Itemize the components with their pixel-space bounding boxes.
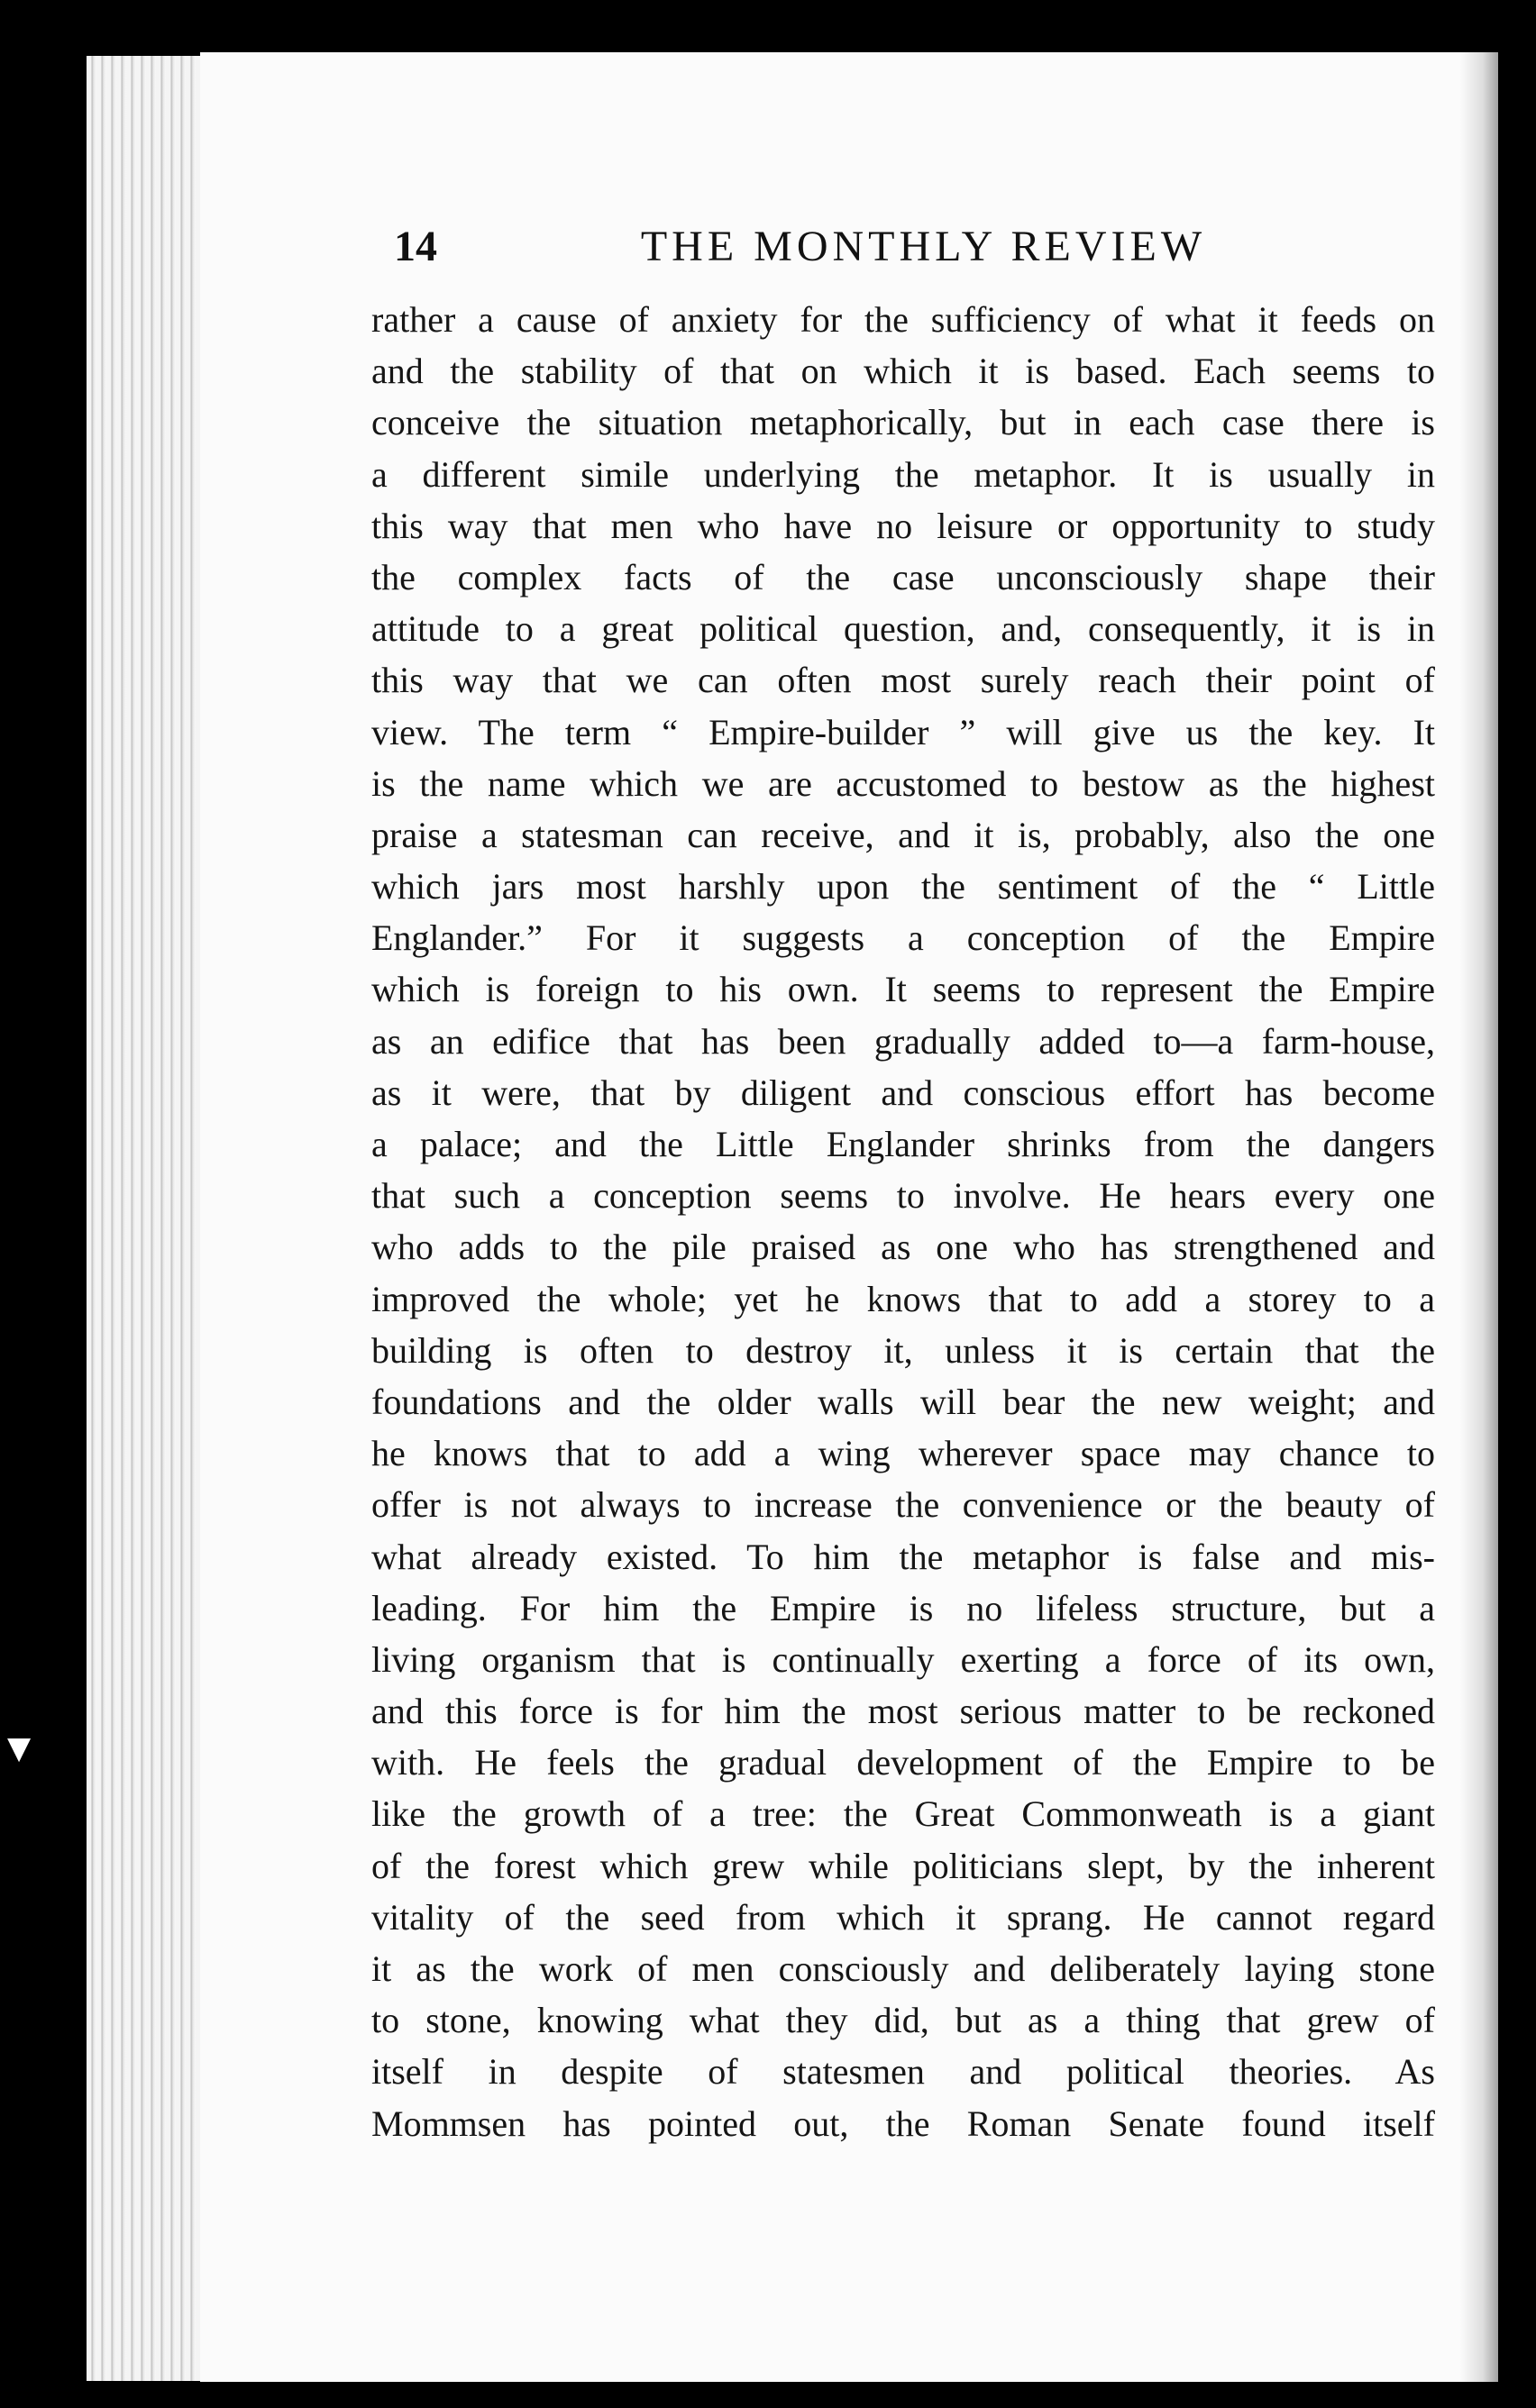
text-line: attitude to a great political question, and, consequently, it is in: [371, 608, 1435, 650]
text-line: offer is not always to increase the convenience or the beauty of: [371, 1484, 1435, 1526]
text-line: praise a statesman can receive, and it is, probably, also the one: [371, 814, 1435, 855]
text-line: it as the work of men consciously and deliberately laying stone: [371, 1948, 1435, 1989]
page-gutter-shadow: [1460, 52, 1498, 2382]
text-line: Englander.” For it suggests a conception of the Empire: [371, 917, 1435, 959]
text-line: leading. For him the Empire is no lifeless structure, but a: [371, 1587, 1435, 1628]
text-line: as an edifice that has been gradually added to—a farm-house,: [371, 1020, 1435, 1062]
text-line: what already existed. To him the metaphor is false and mis-: [371, 1536, 1435, 1577]
text-line: that such a conception seems to involve. He hears every one: [371, 1175, 1435, 1217]
text-line: view. The term “ Empire-builder ” will give us the key. It: [371, 711, 1435, 752]
text-line: of the forest which grew while politicians slept, by the inherent: [371, 1845, 1435, 1886]
text-line: rather a cause of anxiety for the sufficiency of what it feeds on: [371, 299, 1435, 340]
text-line: itself in despite of statesmen and political theories. As: [371, 2051, 1435, 2093]
running-title: THE MONTHLY REVIEW: [640, 223, 1207, 270]
text-line: vitality of the seed from which it sprang. He cannot regard: [371, 1896, 1435, 1938]
text-line: the complex facts of the case unconsciously shape their: [371, 556, 1435, 597]
text-line: improved the whole; yet he knows that to add a storey to a: [371, 1278, 1435, 1319]
text-line: this way that men who have no leisure or opportunity to study: [371, 505, 1435, 546]
text-line: conceive the situation metaphorically, but in each case there is: [371, 402, 1435, 443]
text-line: with. He feels the gradual development of the Empire to be: [371, 1742, 1435, 1783]
text-line: building is often to destroy it, unless it is certain that the: [371, 1329, 1435, 1371]
text-line: and the stability of that on which it is based. Each seems to: [371, 351, 1435, 392]
text-line: a palace; and the Little Englander shrinks from the dangers: [371, 1124, 1435, 1164]
text-line: a different simile underlying the metaphor. It is usually in: [371, 453, 1435, 495]
text-line: who adds to the pile praised as one who has strengthened and: [371, 1227, 1435, 1268]
text-line: he knows that to add a wing wherever space may chance to: [371, 1433, 1435, 1474]
text-line: as it were, that by diligent and conscious effort has become: [371, 1072, 1435, 1113]
text-line: is the name which we are accustomed to bestow as the highest: [371, 762, 1435, 804]
margin-mark: ▼: [7, 1730, 32, 1766]
text-line: and this force is for him the most serious matter to be reckoned: [371, 1691, 1435, 1732]
text-line: which is foreign to his own. It seems to represent the Empire: [371, 969, 1435, 1010]
text-line: foundations and the older walls will bear the new weight; and: [371, 1381, 1435, 1422]
text-line: Mommsen has pointed out, the Roman Senate found itself: [371, 2102, 1435, 2144]
book-page: [200, 52, 1498, 2382]
text-line: to stone, knowing what they did, but as a thing that grew of: [371, 2000, 1435, 2041]
page-edges: [87, 56, 206, 2381]
text-line: which jars most harshly upon the sentiment of the “ Little: [371, 866, 1435, 908]
page-header: [394, 214, 1417, 287]
body-text: [371, 294, 1435, 2149]
text-line: living organism that is continually exerting a force of its own,: [371, 1638, 1435, 1680]
text-line: like the growth of a tree: the Great Commonweath is a giant: [371, 1793, 1435, 1835]
page-number: 14: [394, 223, 437, 270]
text-line: this way that we can often most surely reach their point of: [371, 660, 1435, 701]
